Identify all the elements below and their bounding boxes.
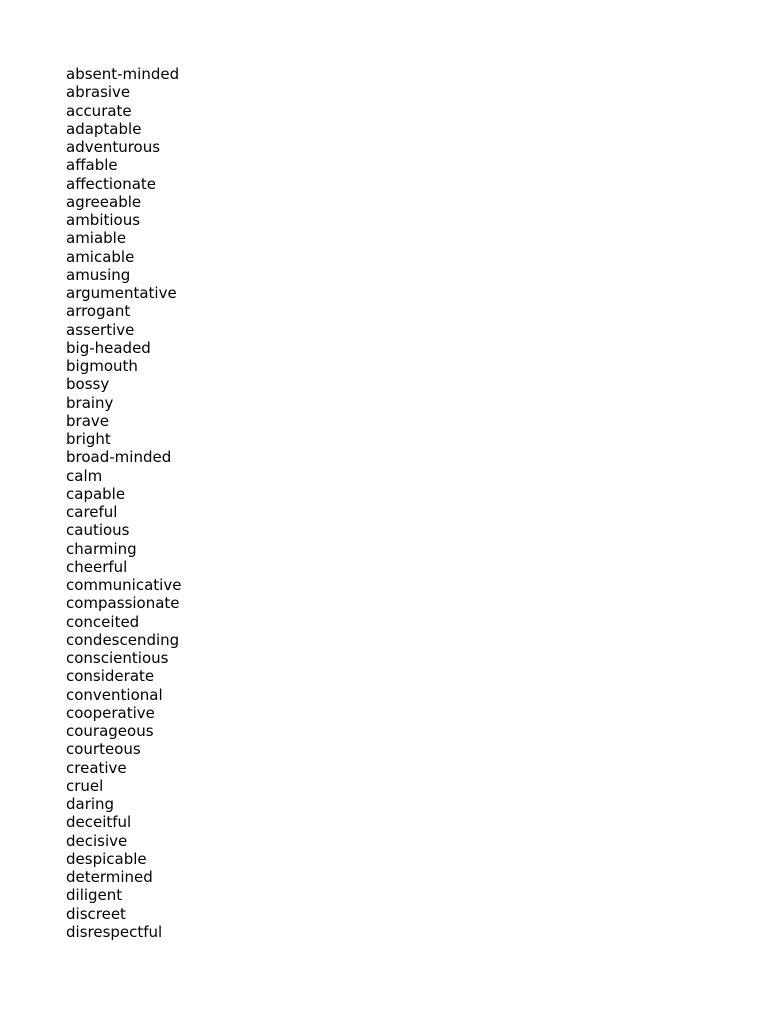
word-list-item: condescending [66, 630, 180, 649]
word-list-item: bigmouth [66, 357, 138, 375]
word-list-item: cautious [66, 521, 130, 540]
word-list-item: conscientious [66, 649, 169, 667]
word-list-item: cheerful [66, 557, 128, 576]
word-list-item: charming [66, 539, 137, 558]
word-list [66, 65, 181, 941]
word-list-item: conceited [66, 612, 140, 631]
word-list-item: disrespectful [66, 922, 163, 941]
word-list-item: daring [66, 795, 115, 813]
word-list-item: cooperative [66, 703, 155, 722]
word-list-item: compassionate [66, 594, 180, 613]
word-list-item: discreet [66, 904, 126, 923]
word-list-item: adventurous [66, 138, 161, 156]
word-list-item: despicable [66, 849, 147, 868]
word-list-item: accurate [66, 101, 132, 120]
word-list-item: agreeable [66, 192, 142, 211]
word-list-item: determined [66, 868, 153, 886]
word-list-item: assertive [66, 320, 135, 339]
word-list-item: bossy [66, 375, 110, 394]
word-list-item: considerate [66, 667, 155, 686]
word-list-item: abrasive [66, 83, 131, 102]
word-list-item: courteous [66, 740, 141, 759]
word-list-item: argumentative [66, 284, 177, 302]
word-list-item: communicative [66, 576, 182, 594]
word-list-item: courageous [66, 722, 154, 740]
word-list-item: amicable [66, 247, 135, 266]
word-list-item: amusing [66, 265, 131, 284]
word-list-item: creative [66, 758, 127, 777]
word-list-item: ambitious [66, 211, 141, 229]
word-list-item: capable [66, 484, 126, 503]
word-list-item: bright [66, 430, 111, 448]
word-list-item: arrogant [66, 302, 131, 321]
word-list-item: diligent [66, 886, 123, 905]
word-list-item: big-headed [66, 338, 151, 357]
word-list-item: deceitful [66, 813, 132, 832]
word-list-item: brainy [66, 393, 114, 412]
word-list-item: amiable [66, 229, 127, 248]
word-list-item: brave [66, 411, 109, 430]
word-list-item: cruel [66, 776, 104, 795]
word-list-item: conventional [66, 685, 163, 704]
word-list-item: calm [66, 466, 103, 485]
word-list-item: absent-minded [66, 65, 180, 83]
word-list-item: affectionate [66, 174, 157, 193]
word-list-item: broad-minded [66, 448, 172, 467]
word-list-item: careful [66, 503, 118, 521]
word-list-item: decisive [66, 831, 128, 850]
word-list-item: adaptable [66, 119, 142, 138]
word-list-item: affable [66, 156, 118, 175]
